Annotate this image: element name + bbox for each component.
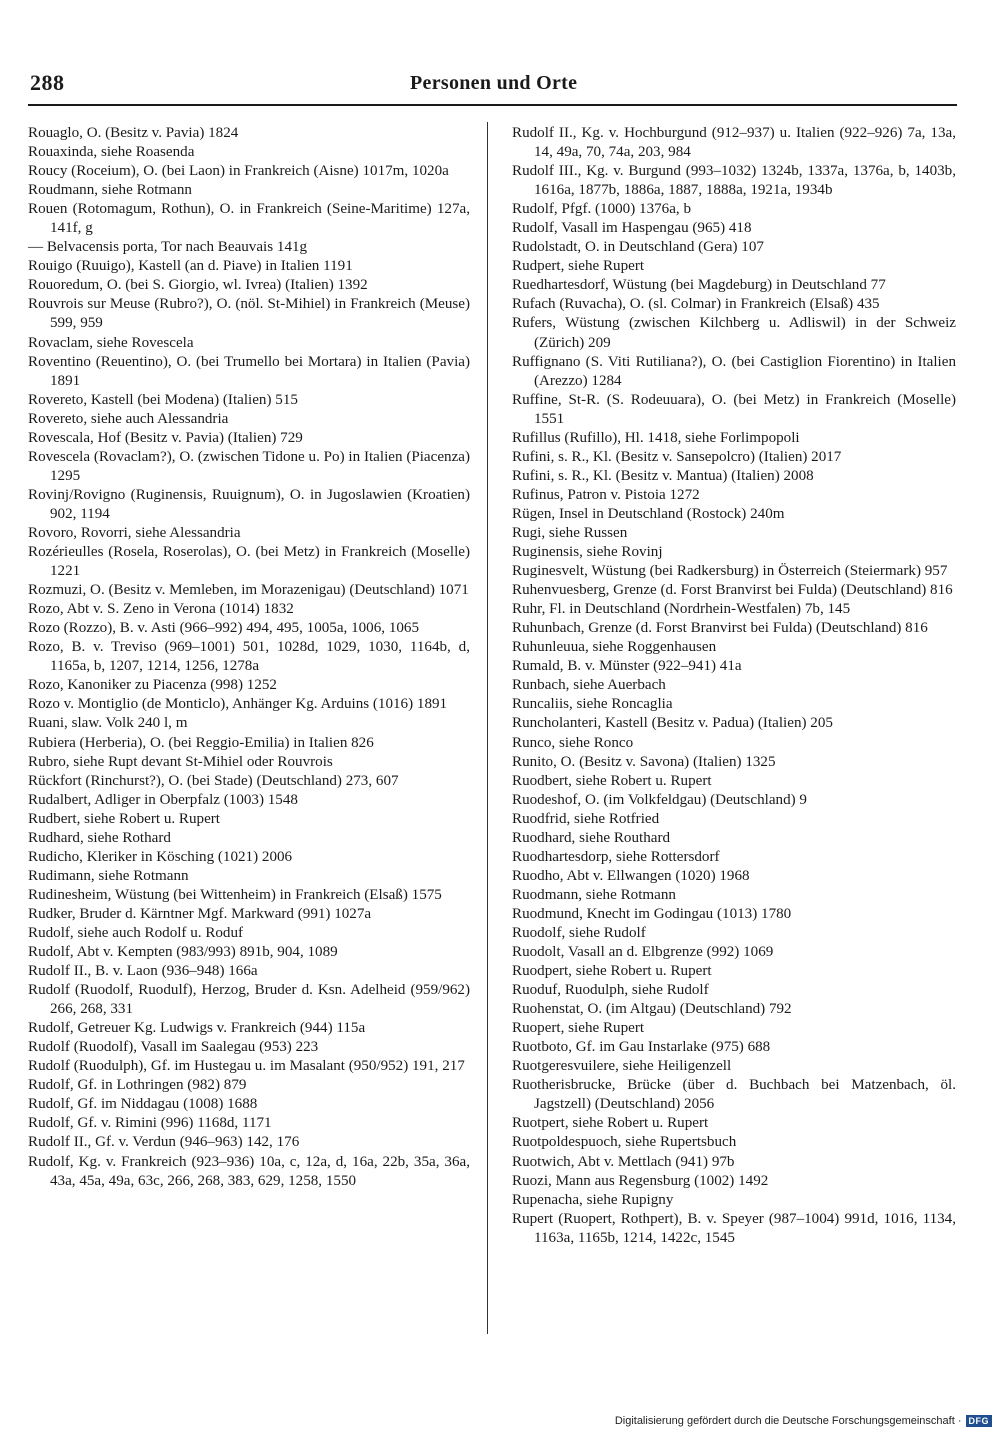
index-entry: Ruodeshof, O. (im Volkfeldgau) (Deutschland) 9	[512, 791, 807, 808]
index-entry: Rufach (Ruvacha), O. (sl. Colmar) in Frankreich (Elsaß) 435	[512, 296, 880, 313]
index-entry: Rozo, Kanoniker zu Piacenza (998) 1252	[28, 677, 277, 694]
index-entry: Rudolf (Ruodulph), Gf. im Hustegau u. im Masalant (950/952) 191, 217	[28, 1058, 465, 1075]
index-entry: Ruodpert, siehe Robert u. Rupert	[512, 963, 712, 980]
index-entry: Ruodolf, siehe Rudolf	[512, 924, 646, 941]
index-entry: Rouaglo, O. (Besitz v. Pavia) 1824	[28, 125, 239, 141]
index-entry: Rovescala, Hof (Besitz v. Pavia) (Italien) 729	[28, 429, 303, 446]
column-divider	[487, 122, 488, 1334]
index-entry: Rudolf, Abt v. Kempten (983/993) 891b, 904, 1089	[28, 944, 338, 961]
index-entry: Rudolf, Gf. v. Rimini (996) 1168d, 1171	[28, 1115, 272, 1132]
dfg-logo: DFG	[966, 1415, 993, 1427]
index-entry: Ruani, slaw. Volk 240 l, m	[28, 715, 188, 732]
index-entry: Rudolf II., Kg. v. Hochburgund (912–937) u. Italien (922–926) 7a, 13a, 14, 49a, 70, 74a, 203, 984	[512, 125, 956, 161]
index-entry: Runbach, siehe Auerbach	[512, 677, 666, 694]
footer-credit	[615, 1415, 992, 1427]
index-entry: Ruodbert, siehe Robert u. Rupert	[512, 772, 712, 789]
index-entry: Roudmann, siehe Rotmann	[28, 182, 192, 199]
index-entry: Rudinesheim, Wüstung (bei Wittenheim) in Frankreich (Elsaß) 1575	[28, 886, 442, 903]
index-entry: Ruhunbach, Grenze (d. Forst Branvirst bei Fulda) (Deutschland) 816	[512, 620, 928, 637]
index-entry: Rozo, Abt v. S. Zeno in Verona (1014) 1832	[28, 601, 294, 618]
index-entry: Ruodfrid, siehe Rotfried	[512, 810, 660, 827]
index-entry: Roucy (Roceium), O. (bei Laon) in Frankreich (Aisne) 1017m, 1020a	[28, 163, 449, 180]
index-entry: Rouaxinda, siehe Roasenda	[28, 144, 195, 161]
page-number: 288	[30, 70, 65, 95]
index-entry: Ruotpert, siehe Robert u. Rupert	[512, 1115, 709, 1132]
index-entry: Rouvrois sur Meuse (Rubro?), O. (nöl. St-Mihiel) in Frankreich (Meuse) 599, 959	[28, 296, 470, 332]
index-entry: Ruotgeresvuilere, siehe Heiligenzell	[512, 1058, 732, 1075]
index-entry: Rudicho, Kleriker in Kösching (1021) 2006	[28, 848, 293, 865]
index-entry: Rudolf, siehe auch Rodolf u. Roduf	[28, 924, 244, 941]
index-entry: Runito, O. (Besitz v. Savona) (Italien) 1325	[512, 753, 776, 770]
index-entry: Rudolf III., Kg. v. Burgund (993–1032) 1324b, 1337a, 1376a, b, 1403b, 1616a, 1877b, 1886a, 1887, 1888a, 1921a, 1934b	[512, 163, 956, 199]
index-entry: Rovaclam, siehe Rovescela	[28, 334, 194, 351]
index-entry: Rufers, Wüstung (zwischen Kilchberg u. Adliswil) in der Schweiz (Zürich) 209	[512, 315, 956, 351]
index-entry: Roventino (Reuentino), O. (bei Trumello bei Mortara) in Italien (Pavia) 1891	[28, 353, 470, 389]
index-entry: Rufinus, Patron v. Pistoia 1272	[512, 486, 700, 503]
index-entry: Rudolf II., B. v. Laon (936–948) 166a	[28, 963, 258, 980]
index-entry: Rovoro, Rovorri, siehe Alessandria	[28, 524, 241, 541]
index-entry: Rudolf, Kg. v. Frankreich (923–936) 10a, c, 12a, d, 16a, 22b, 35a, 36a, 43a, 45a, 49a, 63c, 266, 268, 383, 629, 1258, 1550	[28, 1153, 470, 1189]
index-entry: Ruginensis, siehe Rovinj	[512, 544, 663, 561]
header-rule	[28, 104, 957, 106]
index-entry: Rugi, siehe Russen	[512, 524, 628, 541]
index-entry: Rumald, B. v. Münster (922–941) 41a	[512, 658, 742, 675]
index-entry: Runcaliis, siehe Roncaglia	[512, 696, 673, 713]
index-entry: Ruhenvuesberg, Grenze (d. Forst Branvirst bei Fulda) (Deutschland) 816	[512, 582, 953, 599]
index-entry: Rupenacha, siehe Rupigny	[512, 1191, 674, 1208]
index-entry: Rudolf, Pfgf. (1000) 1376a, b	[512, 201, 692, 218]
index-entry: Ruotpoldespuoch, siehe Rupertsbuch	[512, 1134, 737, 1151]
index-entry: Runcholanteri, Kastell (Besitz v. Padua) (Italien) 205	[512, 715, 833, 732]
index-entry: Ruodolt, Vasall an d. Elbgrenze (992) 1069	[512, 944, 774, 961]
index-entry: Ruohenstat, O. (im Altgau) (Deutschland) 792	[512, 1001, 792, 1018]
running-title: Personen und Orte	[410, 72, 578, 94]
index-entry: Ruotboto, Gf. im Gau Instarlake (975) 688	[512, 1039, 771, 1056]
index-entry: Rudolf II., Gf. v. Verdun (946–963) 142, 176	[28, 1134, 300, 1151]
index-entry: Ruopert, siehe Rupert	[512, 1020, 645, 1037]
index-entry: Rupert (Ruopert, Rothpert), B. v. Speyer (987–1004) 991d, 1016, 1134, 1163a, 1165b, 1214, 1422c, 1545	[512, 1210, 956, 1246]
index-entry: Rückfort (Rinchurst?), O. (bei Stade) (Deutschland) 273, 607	[28, 772, 399, 789]
index-entry: Rufillus (Rufillo), Hl. 1418, siehe Forlimpopoli	[512, 429, 800, 446]
index-entry: Rovinj/Rovigno (Ruginensis, Ruuignum), O. in Jugoslawien (Kroatien) 902, 1194	[28, 486, 470, 522]
index-entry: Ruodhard, siehe Routhard	[512, 829, 671, 846]
index-entry: Ruoduf, Ruodulph, siehe Rudolf	[512, 982, 709, 999]
index-entry: Rozmuzi, O. (Besitz v. Memleben, im Morazenigau) (Deutschland) 1071	[28, 582, 469, 599]
index-entry: Rudker, Bruder d. Kärntner Mgf. Markward (991) 1027a	[28, 905, 372, 922]
index-entry: Rudpert, siehe Rupert	[512, 258, 645, 275]
index-entry: Rozo, B. v. Treviso (969–1001) 501, 1028d, 1029, 1030, 1164b, d, 1165a, b, 1207, 1214, 1256, 1278a	[28, 639, 470, 675]
index-entry: Ruffignano (S. Viti Rutiliana?), O. (bei Castiglion Fiorentino) in Italien (Arezzo) 1284	[512, 353, 956, 389]
index-entry: Rudhard, siehe Rothard	[28, 829, 171, 846]
index-column-left	[28, 124, 470, 1191]
index-entry: Rudolf (Ruodolf, Ruodulf), Herzog, Bruder d. Ksn. Adelheid (959/962) 266, 268, 331	[28, 982, 470, 1018]
index-entry: — Belvacensis porta, Tor nach Beauvais 141g	[28, 239, 308, 256]
index-entry: Rozérieulles (Rosela, Roserolas), O. (bei Metz) in Frankreich (Moselle) 1221	[28, 544, 470, 580]
index-entry: Rovescela (Rovaclam?), O. (zwischen Tidone u. Po) in Italien (Piacenza) 1295	[28, 448, 470, 484]
index-entry: Ruginesvelt, Wüstung (bei Radkersburg) in Österreich (Steiermark) 957	[512, 563, 948, 580]
index-entry: Ruffine, St-R. (S. Rodeuuara), O. (bei Metz) in Frankreich (Moselle) 1551	[512, 391, 956, 427]
index-entry: Ruodhartesdorp, siehe Rottersdorf	[512, 848, 720, 865]
index-entry: Rügen, Insel in Deutschland (Rostock) 240m	[512, 505, 785, 522]
index-entry: Rudbert, siehe Robert u. Rupert	[28, 810, 220, 827]
index-column-right	[512, 124, 956, 1248]
index-entry: Rouigo (Ruuigo), Kastell (an d. Piave) in Italien 1191	[28, 258, 353, 275]
index-entry: Rudolstadt, O. in Deutschland (Gera) 107	[512, 239, 764, 256]
index-entry: Rozo (Rozzo), B. v. Asti (966–992) 494, 495, 1005a, 1006, 1065	[28, 620, 420, 637]
index-entry: Ruodmund, Knecht im Godingau (1013) 1780	[512, 905, 792, 922]
index-entry: Rudolf, Gf. in Lothringen (982) 879	[28, 1077, 247, 1094]
index-entry: Rouen (Rotomagum, Rothun), O. in Frankreich (Seine-Maritime) 127a, 141f, g	[28, 201, 470, 237]
index-entry: Rufini, s. R., Kl. (Besitz v. Mantua) (Italien) 2008	[512, 467, 814, 484]
index-entry: Rudolf, Getreuer Kg. Ludwigs v. Frankreich (944) 115a	[28, 1020, 366, 1037]
index-entry: Rudolf, Vasall im Haspengau (965) 418	[512, 220, 752, 237]
index-entry: Rozo v. Montiglio (de Monticlo), Anhänger Kg. Arduins (1016) 1891	[28, 696, 448, 713]
index-entry: Rubro, siehe Rupt devant St-Mihiel oder Rouvrois	[28, 753, 333, 770]
index-entry: Ruedhartesdorf, Wüstung (bei Magdeburg) in Deutschland 77	[512, 277, 886, 294]
footer-text: Digitalisierung gefördert durch die Deutsche Forschungsgemeinschaft ·	[614, 1415, 962, 1427]
index-entry: Ruodho, Abt v. Ellwangen (1020) 1968	[512, 867, 750, 884]
index-entry: Ruotwich, Abt v. Mettlach (941) 97b	[512, 1153, 735, 1170]
index-entry: Rufini, s. R., Kl. (Besitz v. Sansepolcro) (Italien) 2017	[512, 448, 842, 465]
index-entry: Rubiera (Herberia), O. (bei Reggio-Emilia) in Italien 826	[28, 734, 374, 751]
index-entry: Rovereto, siehe auch Alessandria	[28, 410, 229, 427]
index-entry: Rudimann, siehe Rotmann	[28, 867, 189, 884]
index-entry: Ruozi, Mann aus Regensburg (1002) 1492	[512, 1172, 769, 1189]
index-entry: Ruodmann, siehe Rotmann	[512, 886, 676, 903]
index-entry: Rovereto, Kastell (bei Modena) (Italien) 515	[28, 391, 298, 408]
index-entry: Rudolf, Gf. im Niddagau (1008) 1688	[28, 1096, 258, 1113]
index-entry: Ruhr, Fl. in Deutschland (Nordrhein-Westfalen) 7b, 145	[512, 601, 851, 618]
index-entry: Runco, siehe Ronco	[512, 734, 634, 751]
page-header	[30, 70, 955, 106]
index-entry: Rudolf (Ruodolf), Vasall im Saalegau (953) 223	[28, 1039, 319, 1056]
index-entry: Rudalbert, Adliger in Oberpfalz (1003) 1548	[28, 791, 298, 808]
index-entry: Ruotherisbrucke, Brücke (über d. Buchbach bei Matzenbach, öl. Jagstzell) (Deutschland) 2056	[512, 1077, 956, 1113]
index-entry: Rouoredum, O. (bei S. Giorgio, wl. Ivrea) (Italien) 1392	[28, 277, 368, 294]
index-entry: Ruhunleuua, siehe Roggenhausen	[512, 639, 717, 656]
